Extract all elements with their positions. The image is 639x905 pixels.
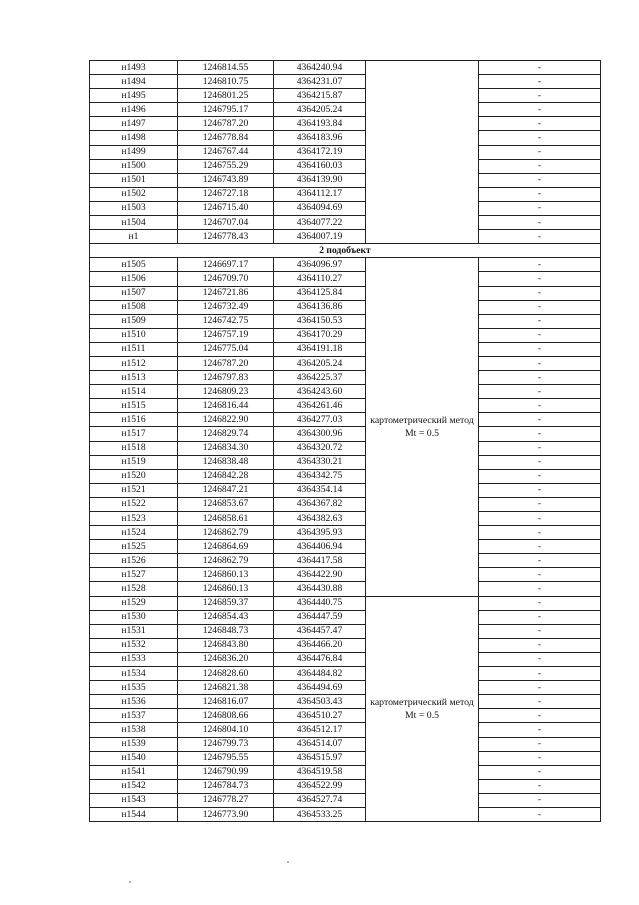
point-number-cell: н1521	[90, 483, 178, 497]
table-row	[90, 314, 601, 328]
point-number-cell: н1525	[90, 540, 178, 554]
x-coordinate-cell: 1246814.55	[178, 61, 274, 75]
x-coordinate-cell: 1246778.84	[178, 131, 274, 145]
method-cell: картометрический метод Mt = 0.5	[366, 258, 479, 596]
table-row	[90, 230, 601, 244]
x-coordinate-cell: 1246773.90	[178, 807, 274, 821]
table-row	[90, 342, 601, 356]
x-coordinate-cell: 1246847.21	[178, 483, 274, 497]
table-row	[90, 582, 601, 596]
y-coordinate-cell: 4364172.19	[274, 145, 366, 159]
x-coordinate-cell: 1246721.86	[178, 286, 274, 300]
point-number-cell: н1543	[90, 793, 178, 807]
point-number-cell: н1522	[90, 497, 178, 511]
method-cell: картометрический метод Mt = 0.5	[366, 596, 479, 822]
y-coordinate-cell: 4364231.07	[274, 75, 366, 89]
x-coordinate-cell: 1246804.10	[178, 723, 274, 737]
x-coordinate-cell: 1246697.17	[178, 258, 274, 272]
x-coordinate-cell: 1246810.75	[178, 75, 274, 89]
error-cell: -	[479, 61, 601, 75]
table-row	[90, 596, 601, 610]
x-coordinate-cell: 1246801.25	[178, 89, 274, 103]
point-number-cell: н1499	[90, 145, 178, 159]
x-coordinate-cell: 1246795.55	[178, 751, 274, 765]
x-coordinate-cell: 1246860.13	[178, 568, 274, 582]
y-coordinate-cell: 4364440.75	[274, 596, 366, 610]
error-cell: -	[479, 286, 601, 300]
scan-speck	[287, 861, 289, 863]
x-coordinate-cell: 1246858.61	[178, 512, 274, 526]
y-coordinate-cell: 4364205.24	[274, 356, 366, 370]
error-cell: -	[479, 173, 601, 187]
x-coordinate-cell: 1246816.44	[178, 399, 274, 413]
y-coordinate-cell: 4364007.19	[274, 230, 366, 244]
y-coordinate-cell: 4364417.58	[274, 554, 366, 568]
table-row	[90, 483, 601, 497]
y-coordinate-cell: 4364447.59	[274, 610, 366, 624]
point-number-cell: н1511	[90, 342, 178, 356]
error-cell: -	[479, 568, 601, 582]
table-row	[90, 117, 601, 131]
x-coordinate-cell: 1246838.48	[178, 455, 274, 469]
error-cell: -	[479, 483, 601, 497]
error-cell: -	[479, 216, 601, 230]
point-number-cell: н1495	[90, 89, 178, 103]
y-coordinate-cell: 4364494.69	[274, 681, 366, 695]
table-row	[90, 737, 601, 751]
y-coordinate-cell: 4364205.24	[274, 103, 366, 117]
error-cell: -	[479, 131, 601, 145]
error-cell: -	[479, 258, 601, 272]
table-row	[90, 427, 601, 441]
y-coordinate-cell: 4364519.58	[274, 765, 366, 779]
point-number-cell: н1496	[90, 103, 178, 117]
x-coordinate-cell: 1246799.73	[178, 737, 274, 751]
x-coordinate-cell: 1246816.07	[178, 695, 274, 709]
point-number-cell: н1503	[90, 201, 178, 215]
point-number-cell: н1502	[90, 187, 178, 201]
x-coordinate-cell: 1246715.40	[178, 201, 274, 215]
point-number-cell: н1493	[90, 61, 178, 75]
table-row	[90, 638, 601, 652]
table-row	[90, 793, 601, 807]
point-number-cell: н1500	[90, 159, 178, 173]
point-number-cell: н1505	[90, 258, 178, 272]
x-coordinate-cell: 1246843.80	[178, 638, 274, 652]
y-coordinate-cell: 4364533.25	[274, 807, 366, 821]
x-coordinate-cell: 1246821.38	[178, 681, 274, 695]
x-coordinate-cell: 1246743.89	[178, 173, 274, 187]
x-coordinate-cell: 1246755.29	[178, 159, 274, 173]
point-number-cell: н1504	[90, 216, 178, 230]
x-coordinate-cell: 1246727.18	[178, 187, 274, 201]
y-coordinate-cell: 4364422.90	[274, 568, 366, 582]
y-coordinate-cell: 4364150.53	[274, 314, 366, 328]
x-coordinate-cell: 1246829.74	[178, 427, 274, 441]
y-coordinate-cell: 4364261.46	[274, 399, 366, 413]
error-cell: -	[479, 455, 601, 469]
error-cell: -	[479, 356, 601, 370]
point-number-cell: н1540	[90, 751, 178, 765]
table-row	[90, 385, 601, 399]
table-row	[90, 272, 601, 286]
x-coordinate-cell: 1246775.04	[178, 342, 274, 356]
table-row	[90, 709, 601, 723]
error-cell: -	[479, 187, 601, 201]
x-coordinate-cell: 1246834.30	[178, 441, 274, 455]
error-cell: -	[479, 681, 601, 695]
error-cell: -	[479, 807, 601, 821]
y-coordinate-cell: 4364112.17	[274, 187, 366, 201]
y-coordinate-cell: 4364406.94	[274, 540, 366, 554]
error-cell: -	[479, 751, 601, 765]
x-coordinate-cell: 1246742.75	[178, 314, 274, 328]
y-coordinate-cell: 4364466.20	[274, 638, 366, 652]
x-coordinate-cell: 1246797.83	[178, 371, 274, 385]
point-number-cell: н1534	[90, 667, 178, 681]
point-number-cell: н1530	[90, 610, 178, 624]
error-cell: -	[479, 638, 601, 652]
x-coordinate-cell: 1246732.49	[178, 300, 274, 314]
y-coordinate-cell: 4364476.84	[274, 652, 366, 666]
table-row	[90, 807, 601, 821]
error-cell: -	[479, 427, 601, 441]
error-cell: -	[479, 526, 601, 540]
x-coordinate-cell: 1246864.69	[178, 540, 274, 554]
point-number-cell: н1539	[90, 737, 178, 751]
y-coordinate-cell: 4364160.03	[274, 159, 366, 173]
error-cell: -	[479, 582, 601, 596]
y-coordinate-cell: 4364515.97	[274, 751, 366, 765]
table-row	[90, 286, 601, 300]
table-row	[90, 779, 601, 793]
point-number-cell: н1497	[90, 117, 178, 131]
y-coordinate-cell: 4364522.99	[274, 779, 366, 793]
point-number-cell: н1544	[90, 807, 178, 821]
table-row	[90, 751, 601, 765]
point-number-cell: н1506	[90, 272, 178, 286]
x-coordinate-cell: 1246709.70	[178, 272, 274, 286]
y-coordinate-cell: 4364320.72	[274, 441, 366, 455]
x-coordinate-cell: 1246828.60	[178, 667, 274, 681]
point-number-cell: н1	[90, 230, 178, 244]
point-number-cell: н1532	[90, 638, 178, 652]
table-row	[90, 328, 601, 342]
y-coordinate-cell: 4364354.14	[274, 483, 366, 497]
error-cell: -	[479, 371, 601, 385]
table-row	[90, 216, 601, 230]
x-coordinate-cell: 1246859.37	[178, 596, 274, 610]
x-coordinate-cell: 1246860.13	[178, 582, 274, 596]
table-row	[90, 652, 601, 666]
y-coordinate-cell: 4364136.86	[274, 300, 366, 314]
error-cell: -	[479, 695, 601, 709]
point-number-cell: н1520	[90, 469, 178, 483]
y-coordinate-cell: 4364382.63	[274, 512, 366, 526]
error-cell: -	[479, 497, 601, 511]
table-row	[90, 187, 601, 201]
section-title: 2 подобъект	[90, 244, 601, 258]
error-cell: -	[479, 765, 601, 779]
y-coordinate-cell: 4364170.29	[274, 328, 366, 342]
y-coordinate-cell: 4364342.75	[274, 469, 366, 483]
point-number-cell: н1524	[90, 526, 178, 540]
point-number-cell: н1494	[90, 75, 178, 89]
table-row	[90, 61, 601, 75]
table-row	[90, 356, 601, 370]
point-number-cell: н1537	[90, 709, 178, 723]
point-number-cell: н1513	[90, 371, 178, 385]
table-row	[90, 399, 601, 413]
x-coordinate-cell: 1246854.43	[178, 610, 274, 624]
error-cell: -	[479, 342, 601, 356]
x-coordinate-cell: 1246757.19	[178, 328, 274, 342]
table-row	[90, 75, 601, 89]
table-row	[90, 469, 601, 483]
table-row	[90, 554, 601, 568]
error-cell: -	[479, 540, 601, 554]
error-cell: -	[479, 624, 601, 638]
x-coordinate-cell: 1246808.66	[178, 709, 274, 723]
table-row	[90, 681, 601, 695]
y-coordinate-cell: 4364367.82	[274, 497, 366, 511]
error-cell: -	[479, 441, 601, 455]
point-number-cell: н1512	[90, 356, 178, 370]
y-coordinate-cell: 4364277.03	[274, 413, 366, 427]
x-coordinate-cell: 1246862.79	[178, 554, 274, 568]
point-number-cell: н1527	[90, 568, 178, 582]
error-cell: -	[479, 793, 601, 807]
point-number-cell: н1514	[90, 385, 178, 399]
error-cell: -	[479, 610, 601, 624]
point-number-cell: н1507	[90, 286, 178, 300]
y-coordinate-cell: 4364330.21	[274, 455, 366, 469]
x-coordinate-cell: 1246853.67	[178, 497, 274, 511]
error-cell: -	[479, 709, 601, 723]
table-row	[90, 497, 601, 511]
y-coordinate-cell: 4364503.43	[274, 695, 366, 709]
point-number-cell: н1509	[90, 314, 178, 328]
table-row	[90, 159, 601, 173]
y-coordinate-cell: 4364215.87	[274, 89, 366, 103]
y-coordinate-cell: 4364510.27	[274, 709, 366, 723]
point-number-cell: н1515	[90, 399, 178, 413]
x-coordinate-cell: 1246862.79	[178, 526, 274, 540]
x-coordinate-cell: 1246809.23	[178, 385, 274, 399]
x-coordinate-cell: 1246778.43	[178, 230, 274, 244]
point-number-cell: н1531	[90, 624, 178, 638]
error-cell: -	[479, 89, 601, 103]
y-coordinate-cell: 4364125.84	[274, 286, 366, 300]
error-cell: -	[479, 75, 601, 89]
x-coordinate-cell: 1246836.20	[178, 652, 274, 666]
table-row	[90, 765, 601, 779]
y-coordinate-cell: 4364243.60	[274, 385, 366, 399]
y-coordinate-cell: 4364240.94	[274, 61, 366, 75]
error-cell: -	[479, 413, 601, 427]
y-coordinate-cell: 4364225.37	[274, 371, 366, 385]
table-row	[90, 526, 601, 540]
point-number-cell: н1517	[90, 427, 178, 441]
point-number-cell: н1535	[90, 681, 178, 695]
table-row	[90, 258, 601, 272]
y-coordinate-cell: 4364395.93	[274, 526, 366, 540]
table-row	[90, 568, 601, 582]
error-cell: -	[479, 328, 601, 342]
point-number-cell: н1533	[90, 652, 178, 666]
table-row	[90, 723, 601, 737]
error-cell: -	[479, 652, 601, 666]
error-cell: -	[479, 201, 601, 215]
point-number-cell: н1529	[90, 596, 178, 610]
y-coordinate-cell: 4364183.96	[274, 131, 366, 145]
table-row	[90, 173, 601, 187]
y-coordinate-cell: 4364512.17	[274, 723, 366, 737]
x-coordinate-cell: 1246778.27	[178, 793, 274, 807]
y-coordinate-cell: 4364527.74	[274, 793, 366, 807]
scan-speck	[129, 881, 131, 883]
point-number-cell: н1510	[90, 328, 178, 342]
error-cell: -	[479, 737, 601, 751]
y-coordinate-cell: 4364193.84	[274, 117, 366, 131]
x-coordinate-cell: 1246790.99	[178, 765, 274, 779]
table-row	[90, 695, 601, 709]
point-number-cell: н1528	[90, 582, 178, 596]
table-row	[90, 371, 601, 385]
error-cell: -	[479, 300, 601, 314]
error-cell: -	[479, 723, 601, 737]
error-cell: -	[479, 230, 601, 244]
y-coordinate-cell: 4364457.47	[274, 624, 366, 638]
x-coordinate-cell: 1246848.73	[178, 624, 274, 638]
error-cell: -	[479, 314, 601, 328]
table-row	[90, 131, 601, 145]
point-number-cell: н1501	[90, 173, 178, 187]
error-cell: -	[479, 117, 601, 131]
error-cell: -	[479, 554, 601, 568]
error-cell: -	[479, 779, 601, 793]
error-cell: -	[479, 145, 601, 159]
y-coordinate-cell: 4364300.96	[274, 427, 366, 441]
table-row	[90, 540, 601, 554]
point-number-cell: н1536	[90, 695, 178, 709]
x-coordinate-cell: 1246707.04	[178, 216, 274, 230]
x-coordinate-cell: 1246787.20	[178, 356, 274, 370]
x-coordinate-cell: 1246795.17	[178, 103, 274, 117]
point-number-cell: н1508	[90, 300, 178, 314]
point-number-cell: н1519	[90, 455, 178, 469]
table-row	[90, 610, 601, 624]
error-cell: -	[479, 596, 601, 610]
x-coordinate-cell: 1246784.73	[178, 779, 274, 793]
error-cell: -	[479, 667, 601, 681]
table-row	[90, 201, 601, 215]
point-number-cell: н1498	[90, 131, 178, 145]
point-number-cell: н1523	[90, 512, 178, 526]
section-header-row	[90, 244, 601, 258]
table-row	[90, 145, 601, 159]
error-cell: -	[479, 399, 601, 413]
table-row	[90, 300, 601, 314]
coordinates-table-body	[90, 61, 601, 822]
y-coordinate-cell: 4364191.18	[274, 342, 366, 356]
table-row	[90, 89, 601, 103]
error-cell: -	[479, 385, 601, 399]
table-row	[90, 512, 601, 526]
coordinates-table	[89, 60, 601, 822]
table-row	[90, 455, 601, 469]
error-cell: -	[479, 159, 601, 173]
y-coordinate-cell: 4364430.88	[274, 582, 366, 596]
table-row	[90, 441, 601, 455]
y-coordinate-cell: 4364077.22	[274, 216, 366, 230]
error-cell: -	[479, 469, 601, 483]
y-coordinate-cell: 4364094.69	[274, 201, 366, 215]
y-coordinate-cell: 4364514.07	[274, 737, 366, 751]
y-coordinate-cell: 4364139.90	[274, 173, 366, 187]
point-number-cell: н1516	[90, 413, 178, 427]
table-row	[90, 624, 601, 638]
table-row	[90, 413, 601, 427]
point-number-cell: н1542	[90, 779, 178, 793]
error-cell: -	[479, 103, 601, 117]
x-coordinate-cell: 1246822.90	[178, 413, 274, 427]
y-coordinate-cell: 4364484.82	[274, 667, 366, 681]
table-row	[90, 667, 601, 681]
table-row	[90, 103, 601, 117]
x-coordinate-cell: 1246842.28	[178, 469, 274, 483]
point-number-cell: н1526	[90, 554, 178, 568]
y-coordinate-cell: 4364096.97	[274, 258, 366, 272]
point-number-cell: н1538	[90, 723, 178, 737]
x-coordinate-cell: 1246767.44	[178, 145, 274, 159]
point-number-cell: н1518	[90, 441, 178, 455]
error-cell: -	[479, 512, 601, 526]
error-cell: -	[479, 272, 601, 286]
point-number-cell: н1541	[90, 765, 178, 779]
method-cell-empty	[366, 61, 479, 244]
x-coordinate-cell: 1246787.20	[178, 117, 274, 131]
y-coordinate-cell: 4364110.27	[274, 272, 366, 286]
